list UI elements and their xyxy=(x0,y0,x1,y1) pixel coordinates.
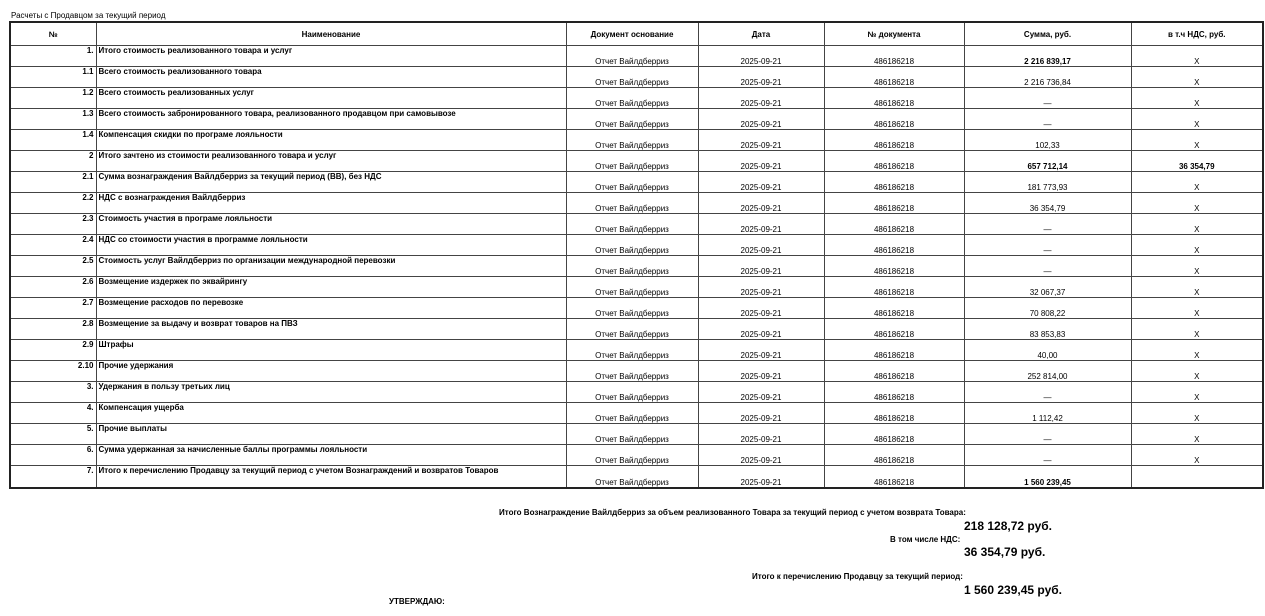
row-vat: X xyxy=(1131,319,1263,340)
table-row xyxy=(10,277,1263,298)
row-vat: X xyxy=(1131,88,1263,109)
row-date: 2025-09-21 xyxy=(698,256,824,277)
row-vat: X xyxy=(1131,298,1263,319)
table-row xyxy=(10,319,1263,340)
table-row xyxy=(10,361,1263,382)
row-date: 2025-09-21 xyxy=(698,277,824,298)
row-number: 1.4 xyxy=(10,130,96,151)
row-date: 2025-09-21 xyxy=(698,88,824,109)
row-vat: X xyxy=(1131,67,1263,88)
vat-label: В том числе НДС: xyxy=(890,535,961,544)
row-date: 2025-09-21 xyxy=(698,46,824,67)
row-number: 1.1 xyxy=(10,67,96,88)
row-number: 2.7 xyxy=(10,298,96,319)
row-vat: X xyxy=(1131,445,1263,466)
row-document: Отчет Вайлдберриз xyxy=(566,130,698,151)
table-row xyxy=(10,235,1263,256)
row-sum: 102,33 xyxy=(964,130,1131,151)
row-vat xyxy=(1131,466,1263,489)
row-document-number: 486186218 xyxy=(824,319,964,340)
header-name: Наименование xyxy=(96,22,566,46)
table-row xyxy=(10,109,1263,130)
table-row xyxy=(10,403,1263,424)
table-row xyxy=(10,298,1263,319)
row-document: Отчет Вайлдберриз xyxy=(566,298,698,319)
row-document: Отчет Вайлдберриз xyxy=(566,403,698,424)
row-vat: X xyxy=(1131,361,1263,382)
row-name: Возмещение за выдачу и возврат товаров на ПВЗ xyxy=(96,319,566,340)
row-number: 1.3 xyxy=(10,109,96,130)
row-name: Прочие выплаты xyxy=(96,424,566,445)
row-name: Сумма удержанная за начисленные баллы программы лояльности xyxy=(96,445,566,466)
row-vat: X xyxy=(1131,424,1263,445)
row-date: 2025-09-21 xyxy=(698,172,824,193)
row-document: Отчет Вайлдберриз xyxy=(566,235,698,256)
row-document-number: 486186218 xyxy=(824,298,964,319)
row-date: 2025-09-21 xyxy=(698,151,824,172)
table-row xyxy=(10,382,1263,403)
row-sum: 40,00 xyxy=(964,340,1131,361)
row-document: Отчет Вайлдберриз xyxy=(566,172,698,193)
row-date: 2025-09-21 xyxy=(698,193,824,214)
row-document-number: 486186218 xyxy=(824,277,964,298)
row-name: Компенсация ущерба xyxy=(96,403,566,424)
row-date: 2025-09-21 xyxy=(698,109,824,130)
row-document-number: 486186218 xyxy=(824,256,964,277)
row-sum: 1 112,42 xyxy=(964,403,1131,424)
row-name: Сумма вознаграждения Вайлдберриз за текущий период (ВВ), без НДС xyxy=(96,172,566,193)
row-date: 2025-09-21 xyxy=(698,67,824,88)
row-number: 3. xyxy=(10,382,96,403)
table-row xyxy=(10,193,1263,214)
row-date: 2025-09-21 xyxy=(698,235,824,256)
header-number: № xyxy=(10,22,96,46)
row-name: Стоимость участия в програме лояльности xyxy=(96,214,566,235)
row-document: Отчет Вайлдберриз xyxy=(566,214,698,235)
row-document: Отчет Вайлдберриз xyxy=(566,319,698,340)
row-vat: X xyxy=(1131,46,1263,67)
header-sum: Сумма, руб. xyxy=(964,22,1131,46)
row-vat: 36 354,79 xyxy=(1131,151,1263,172)
row-sum: — xyxy=(964,424,1131,445)
row-number: 1.2 xyxy=(10,88,96,109)
row-document-number: 486186218 xyxy=(824,193,964,214)
row-name: НДС с вознаграждения Вайлдберриз xyxy=(96,193,566,214)
row-vat: X xyxy=(1131,214,1263,235)
row-document-number: 486186218 xyxy=(824,172,964,193)
row-number: 2.4 xyxy=(10,235,96,256)
row-number: 6. xyxy=(10,445,96,466)
row-number: 2.2 xyxy=(10,193,96,214)
row-number: 2.1 xyxy=(10,172,96,193)
row-date: 2025-09-21 xyxy=(698,214,824,235)
row-number: 7. xyxy=(10,466,96,489)
row-sum: — xyxy=(964,382,1131,403)
report-title: Расчеты с Продавцом за текущий период xyxy=(11,11,166,20)
row-document: Отчет Вайлдберриз xyxy=(566,109,698,130)
row-name: Итого зачтено из стоимости реализованного товара и услуг xyxy=(96,151,566,172)
row-sum: — xyxy=(964,109,1131,130)
row-document-number: 486186218 xyxy=(824,382,964,403)
row-document-number: 486186218 xyxy=(824,403,964,424)
row-sum: — xyxy=(964,235,1131,256)
row-document: Отчет Вайлдберриз xyxy=(566,361,698,382)
row-number: 2 xyxy=(10,151,96,172)
row-name: Удержания в пользу третьих лиц xyxy=(96,382,566,403)
row-date: 2025-09-21 xyxy=(698,424,824,445)
approve-label: УТВЕРЖДАЮ: xyxy=(389,597,445,606)
row-document-number: 486186218 xyxy=(824,46,964,67)
row-sum: 70 808,22 xyxy=(964,298,1131,319)
row-document-number: 486186218 xyxy=(824,67,964,88)
row-vat: X xyxy=(1131,340,1263,361)
row-document: Отчет Вайлдберриз xyxy=(566,151,698,172)
row-document-number: 486186218 xyxy=(824,466,964,489)
settlement-table xyxy=(9,21,1264,489)
row-document: Отчет Вайлдберриз xyxy=(566,256,698,277)
row-document: Отчет Вайлдберриз xyxy=(566,67,698,88)
row-number: 2.9 xyxy=(10,340,96,361)
row-vat: X xyxy=(1131,403,1263,424)
row-vat: X xyxy=(1131,256,1263,277)
row-number: 4. xyxy=(10,403,96,424)
row-vat: X xyxy=(1131,193,1263,214)
table-row xyxy=(10,214,1263,235)
row-document: Отчет Вайлдберриз xyxy=(566,193,698,214)
row-document-number: 486186218 xyxy=(824,88,964,109)
header-document-number: № документа xyxy=(824,22,964,46)
row-name: Стоимость услуг Вайлдберриз по организации международной перевозки xyxy=(96,256,566,277)
row-name: НДС со стоимости участия в программе лояльности xyxy=(96,235,566,256)
row-name: Возмещение издержек по эквайрингу xyxy=(96,277,566,298)
row-name: Штрафы xyxy=(96,340,566,361)
row-document-number: 486186218 xyxy=(824,424,964,445)
row-sum: 657 712,14 xyxy=(964,151,1131,172)
row-sum: — xyxy=(964,445,1131,466)
row-sum: 1 560 239,45 xyxy=(964,466,1131,489)
row-document-number: 486186218 xyxy=(824,109,964,130)
table-row xyxy=(10,130,1263,151)
table-row xyxy=(10,172,1263,193)
row-document-number: 486186218 xyxy=(824,151,964,172)
row-date: 2025-09-21 xyxy=(698,298,824,319)
row-name: Итого к перечислению Продавцу за текущий период с учетом Вознаграждений и возвратов Товаров xyxy=(96,466,566,489)
table-row xyxy=(10,424,1263,445)
row-number: 2.6 xyxy=(10,277,96,298)
table-row xyxy=(10,67,1263,88)
row-document-number: 486186218 xyxy=(824,130,964,151)
table-header-row xyxy=(10,22,1263,46)
row-document: Отчет Вайлдберриз xyxy=(566,424,698,445)
row-sum: — xyxy=(964,214,1131,235)
row-sum: — xyxy=(964,256,1131,277)
row-date: 2025-09-21 xyxy=(698,445,824,466)
row-name: Прочие удержания xyxy=(96,361,566,382)
table-row xyxy=(10,256,1263,277)
row-date: 2025-09-21 xyxy=(698,382,824,403)
table-row xyxy=(10,466,1263,489)
row-number: 5. xyxy=(10,424,96,445)
row-sum: 2 216 736,84 xyxy=(964,67,1131,88)
row-date: 2025-09-21 xyxy=(698,340,824,361)
row-sum: — xyxy=(964,88,1131,109)
header-document: Документ основание xyxy=(566,22,698,46)
table-row xyxy=(10,340,1263,361)
row-number: 2.10 xyxy=(10,361,96,382)
row-document: Отчет Вайлдберриз xyxy=(566,88,698,109)
row-vat: X xyxy=(1131,130,1263,151)
row-vat: X xyxy=(1131,382,1263,403)
row-document: Отчет Вайлдберриз xyxy=(566,277,698,298)
row-date: 2025-09-21 xyxy=(698,130,824,151)
table-row xyxy=(10,88,1263,109)
row-document: Отчет Вайлдберриз xyxy=(566,466,698,489)
row-number: 2.3 xyxy=(10,214,96,235)
row-vat: X xyxy=(1131,109,1263,130)
row-sum: 252 814,00 xyxy=(964,361,1131,382)
row-document-number: 486186218 xyxy=(824,340,964,361)
row-vat: X xyxy=(1131,172,1263,193)
table-row xyxy=(10,445,1263,466)
reward-value: 218 128,72 руб. xyxy=(964,519,1052,533)
payout-label: Итого к перечислению Продавцу за текущий период: xyxy=(752,572,963,581)
row-name: Возмещение расходов по перевозке xyxy=(96,298,566,319)
row-number: 2.5 xyxy=(10,256,96,277)
vat-value: 36 354,79 руб. xyxy=(964,545,1046,559)
row-document: Отчет Вайлдберриз xyxy=(566,340,698,361)
table-row xyxy=(10,151,1263,172)
row-date: 2025-09-21 xyxy=(698,403,824,424)
row-name: Всего стоимость реализованного товара xyxy=(96,67,566,88)
row-document: Отчет Вайлдберриз xyxy=(566,46,698,67)
row-date: 2025-09-21 xyxy=(698,466,824,489)
row-document-number: 486186218 xyxy=(824,214,964,235)
row-name: Всего стоимость реализованных услуг xyxy=(96,88,566,109)
row-vat: X xyxy=(1131,235,1263,256)
row-date: 2025-09-21 xyxy=(698,361,824,382)
row-vat: X xyxy=(1131,277,1263,298)
row-name: Итого стоимость реализованного товара и услуг xyxy=(96,46,566,67)
row-name: Компенсация скидки по програме лояльности xyxy=(96,130,566,151)
row-name: Всего стоимость забронированного товара, реализованного продавцом при самовывозе xyxy=(96,109,566,130)
row-document-number: 486186218 xyxy=(824,445,964,466)
row-number: 1. xyxy=(10,46,96,67)
reward-label: Итого Вознаграждение Вайлдберриз за объем реализованного Товара за текущий период с учетом возврата Товара: xyxy=(499,508,966,517)
row-sum: 36 354,79 xyxy=(964,193,1131,214)
header-vat: в т.ч НДС, руб. xyxy=(1131,22,1263,46)
header-date: Дата xyxy=(698,22,824,46)
row-sum: 32 067,37 xyxy=(964,277,1131,298)
table-row xyxy=(10,46,1263,67)
row-document-number: 486186218 xyxy=(824,235,964,256)
row-date: 2025-09-21 xyxy=(698,319,824,340)
row-sum: 83 853,83 xyxy=(964,319,1131,340)
payout-value: 1 560 239,45 руб. xyxy=(964,583,1062,597)
row-document: Отчет Вайлдберриз xyxy=(566,382,698,403)
row-document: Отчет Вайлдберриз xyxy=(566,445,698,466)
row-sum: 181 773,93 xyxy=(964,172,1131,193)
row-number: 2.8 xyxy=(10,319,96,340)
row-document-number: 486186218 xyxy=(824,361,964,382)
row-sum: 2 216 839,17 xyxy=(964,46,1131,67)
